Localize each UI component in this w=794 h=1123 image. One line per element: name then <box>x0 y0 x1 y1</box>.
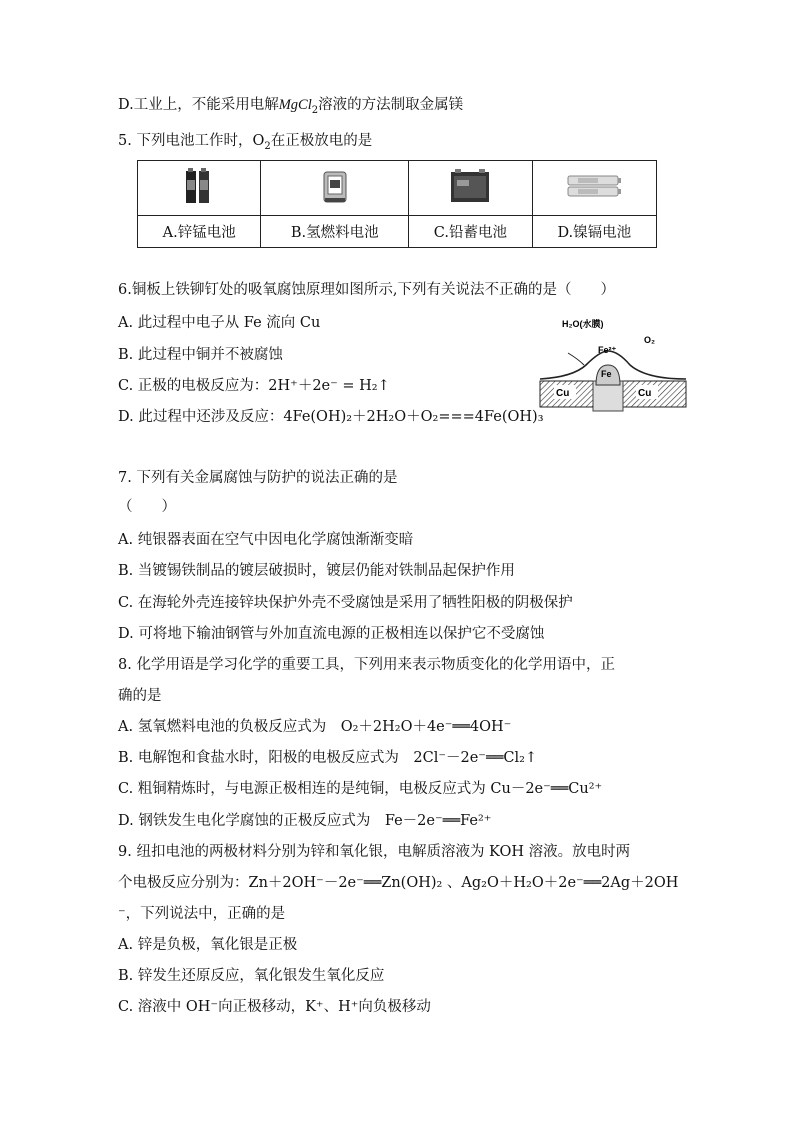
option-c-label: C.铅蓄电池 <box>409 216 533 248</box>
q8-option-c: C. 粗铜精炼时，与电源正极相连的是纯铜，电极反应式为 Cu－2e⁻══Cu²⁺ <box>118 781 603 797</box>
q7-option-a: A. 纯银器表面在空气中因电化学腐蚀渐渐变暗 <box>118 532 414 548</box>
q9-option-a: A. 锌是负极，氧化银是正极 <box>118 937 298 953</box>
question-6: 6.铜板上铁铆钉处的吸氧腐蚀原理如图所示,下列有关说法不正确的是（ ） <box>118 282 615 298</box>
q7-option-b: B. 当镀锡铁制品的镀层破损时，镀层仍能对铁制品起保护作用 <box>118 563 515 579</box>
q9-option-c: C. 溶液中 OH⁻向正极移动，K⁺、H⁺向负极移动 <box>118 999 431 1015</box>
iron-ion-label: Fe²⁺ <box>598 345 617 355</box>
lead-acid-battery-image <box>409 161 533 216</box>
nickel-cadmium-battery-image <box>532 161 656 216</box>
question-8-line-2: 确的是 <box>118 688 162 704</box>
copper-right-label: Cu <box>638 388 652 399</box>
q8-option-d: D. 钢铁发生电化学腐蚀的正极反应式为 Fe－2e⁻══Fe²⁺ <box>118 813 492 829</box>
question-7: 7. 下列有关金属腐蚀与防护的说法正确的是 <box>118 470 398 486</box>
oxygen-label: O₂ <box>644 335 655 345</box>
q6-option-b: B. 此过程中铜并不被腐蚀 <box>118 347 283 363</box>
q7-option-d: D. 可将地下输油钢管与外加直流电源的正极相连以保护它不受腐蚀 <box>118 626 545 642</box>
q6-option-c: C. 正极的电极反应为：2H⁺＋2e⁻ = H₂↑ <box>118 378 390 394</box>
q6-option-d: D. 此过程中还涉及反应：4Fe(OH)₂＋2H₂O＋O₂===4Fe(OH)₃ <box>118 409 544 425</box>
option-a-label: A.锌锰电池 <box>138 216 261 248</box>
q8-option-b: B. 电解饱和食盐水时，阳极的电极反应式为 2Cl⁻－2e⁻══Cl₂↑ <box>118 750 538 766</box>
water-film-label: H₂O(水膜) <box>562 319 604 329</box>
iron-label: Fe <box>601 369 612 379</box>
option-b-label: B.氢燃料电池 <box>261 216 409 248</box>
q9-option-b: B. 锌发生还原反应，氧化银发生氧化反应 <box>118 968 385 984</box>
q8-option-a: A. 氢氧燃料电池的负极反应式为 O₂＋2H₂O＋4e⁻══4OH⁻ <box>118 719 512 735</box>
q6-option-a: A. 此过程中电子从 Fe 流向 Cu <box>118 315 321 331</box>
q4-option-d: D.工业上，不能采用电解MgCl$_2$溶液的方法制取金属镁 <box>118 97 464 116</box>
copper-left-label: Cu <box>556 388 570 399</box>
question-5: 5. 下列电池工作时，$O_2$在正极放电的是 <box>118 133 373 152</box>
zinc-manganese-battery-image <box>138 161 261 216</box>
q7-answer-paren: （ ） <box>118 499 176 515</box>
question-9-line-2: 个电极反应分别为：Zn＋2OH⁻－2e⁻══Zn(OH)₂ 、Ag₂O＋H₂O＋2e⁻══2Ag＋2OH <box>118 875 679 891</box>
q7-option-c: C. 在海轮外壳连接锌块保护外壳不受腐蚀是采用了牺牲阳极的阴极保护 <box>118 595 573 611</box>
corrosion-diagram <box>538 313 688 418</box>
battery-table <box>137 160 657 248</box>
hydrogen-fuel-cell-image <box>261 161 409 216</box>
question-9-line-3: ⁻，下列说法中，正确的是 <box>118 906 286 922</box>
option-d-label: D.镍镉电池 <box>532 216 656 248</box>
question-8-line-1: 8. 化学用语是学习化学的重要工具，下列用来表示物质变化的化学用语中，正 <box>118 657 615 673</box>
water-film-arrow <box>568 353 584 365</box>
question-9-line-1: 9. 纽扣电池的两极材料分别为锌和氧化银，电解质溶液为 KOH 溶液。放电时两 <box>118 844 631 860</box>
